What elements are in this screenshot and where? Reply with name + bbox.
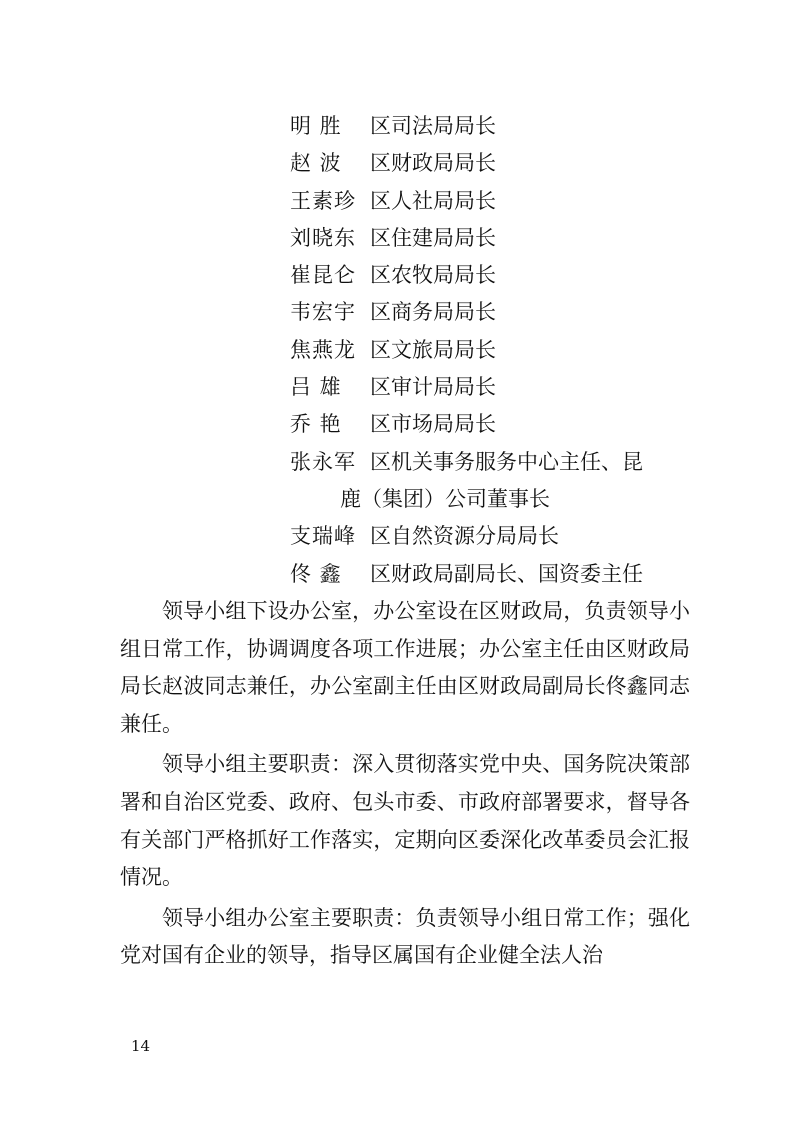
- member-role: 区住建局局长: [370, 225, 496, 250]
- member-role: 区财政局副局长、国资委主任: [370, 561, 643, 586]
- member-name: 刘晓东: [290, 225, 356, 250]
- member-name: 支瑞峰: [290, 524, 356, 549]
- member-role: 区人社局局长: [370, 188, 496, 213]
- member-list: [290, 108, 710, 593]
- member-row: [290, 294, 710, 331]
- paragraph-office: 领导小组下设办公室，办公室设在区财政局，负责领导小组日常工作，协调调度各项工作进展；办公室主任由区财政局局长赵波同志兼任，办公室副主任由区财政局副局长佟鑫同志兼任。: [120, 599, 690, 736]
- member-row: [290, 444, 710, 481]
- page-number: 14: [131, 1037, 151, 1055]
- member-role: 区机关事务服务中心主任、昆: [370, 449, 643, 474]
- member-name: 吕 雄: [290, 375, 342, 400]
- member-row: [290, 145, 710, 182]
- body-text: [120, 593, 690, 978]
- member-row: [290, 556, 710, 593]
- member-role: 区司法局局长: [370, 114, 496, 138]
- member-name: 明 胜: [290, 114, 342, 138]
- member-name: 佟 鑫: [290, 561, 342, 586]
- member-role: 区审计局局长: [370, 375, 496, 400]
- paragraph-office-duties: 领导小组办公室主要职责：负责领导小组日常工作；强化党对国有企业的领导，指导区属国有企业健全法人治: [120, 905, 690, 968]
- member-role: 区财政局局长: [370, 151, 496, 176]
- paragraph-group-duties: 领导小组主要职责：深入贯彻落实党中央、国务院决策部署和自治区党委、政府、包头市委、市政府部署要求，督导各有关部门严格抓好工作落实，定期向区委深化改革委员会汇报情况。: [120, 752, 690, 890]
- member-row: [290, 518, 710, 555]
- member-name: 乔 艳: [290, 412, 342, 437]
- member-row: [290, 369, 710, 406]
- member-name: 韦宏宇: [290, 300, 356, 325]
- member-name: 张永军: [290, 449, 356, 474]
- member-row: [290, 332, 710, 369]
- member-row: [290, 220, 710, 257]
- member-name: 焦燕龙: [290, 337, 356, 362]
- member-row: [290, 108, 710, 145]
- member-role: 区农牧局局长: [370, 263, 496, 288]
- member-role: 区市场局局长: [370, 412, 496, 437]
- member-name: 赵 波: [290, 151, 342, 176]
- member-name: 崔昆仑: [290, 263, 356, 288]
- member-name: 王素珍: [290, 188, 356, 213]
- member-row: [290, 406, 710, 443]
- member-row: [290, 183, 710, 220]
- member-role: 区自然资源分局局长: [370, 524, 559, 549]
- member-row: [290, 257, 710, 294]
- member-role: 区文旅局局长: [370, 337, 496, 362]
- member-role-continuation: 鹿（集团）公司董事长: [340, 486, 550, 511]
- member-role: 区商务局局长: [370, 300, 496, 325]
